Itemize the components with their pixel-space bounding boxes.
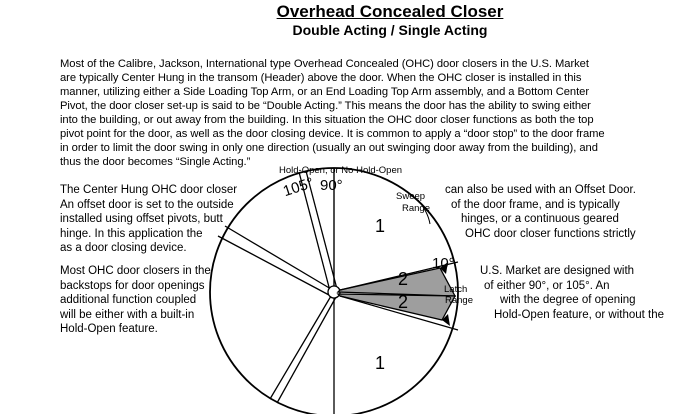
intro-line: Most of the Calibre, Jackson, International type Overhead Concealed (OHC) door closers in the U.S. Market [60, 58, 589, 70]
latch-label-line2: Range [445, 295, 473, 306]
right-line: U.S. Market are designed with [480, 265, 635, 277]
left-line: hinge. In this application the [60, 227, 203, 240]
zone-latch-bottom: 2 [398, 292, 409, 312]
page-subtitle: Double Acting / Single Acting [292, 22, 488, 38]
left-line: installed using offset pivots, butt [60, 213, 223, 226]
left-line: backstops for door openings [60, 279, 205, 292]
sweep-label-line2: Range [402, 203, 430, 214]
right-line: of the door frame, and is typically [451, 198, 620, 211]
latch-label-line1: Latch [444, 284, 468, 295]
zone-sweep-bottom: 1 [375, 353, 386, 373]
left-line: as a door closing device. [60, 242, 187, 255]
left-line: Most OHC door closers in the [60, 265, 211, 277]
right-line: hinges, or a continuous geared [461, 213, 619, 226]
angle-90-label: 90° [320, 177, 343, 194]
right-line: Hold-Open feature, or without the [494, 308, 665, 321]
intro-line: into the building, or out away from the building. In this situation the OHC door closer functions as both the top [60, 114, 594, 126]
intro-line: in order to limit the door swing in only one direction (usually an out swinging door away from the building), and [60, 142, 598, 154]
left-line: The Center Hung OHC door closer [60, 184, 238, 196]
sweep-label-line1: Sweep [396, 191, 426, 202]
left-line: An offset door is set to the outside [60, 198, 234, 211]
intro-line: thus the door becomes “Single Acting.” [60, 156, 251, 168]
right-line: with the degree of opening [500, 294, 636, 307]
door-left-upper-b [218, 236, 329, 295]
angle-105-label: 105° [281, 174, 316, 201]
intro-line: are typically Center Hung in the transom (Header) above the door. When the OHC closer is installed in this [60, 72, 582, 84]
latch-wedge-upper [338, 268, 455, 296]
hold-open-label: Hold-Open, or No Hold-Open [279, 165, 403, 176]
zone-sweep-top: 1 [375, 216, 386, 236]
intro-line: pivot point for the door, as well as the door closing device. It is common to apply a “door stop” to the door frame [60, 128, 605, 140]
left-line: additional function coupled [60, 294, 197, 307]
intro-line: Pivot, the door closer set-up is said to be “Double Acting.” This means the door has the ability to swing either [60, 100, 591, 112]
left-line: will be either with a built-in [60, 308, 195, 321]
right-line: OHC door closer functions strictly [465, 227, 636, 240]
zone-latch-top: 2 [398, 269, 409, 289]
intro-line: manner, utilizing either a Side Loading Top Arm, or an End Loading Top Arm assembly, and a Bottom Center [60, 86, 590, 98]
door-lower-a [270, 296, 331, 399]
door-lower-b [277, 297, 336, 403]
latch-wedge-lower [338, 294, 455, 320]
right-line: of either 90°, or 105°. An [484, 279, 610, 292]
left-line: Hold-Open feature. [60, 323, 158, 336]
right-line: can also be used with an Offset Door. [445, 184, 636, 196]
page-title: Overhead Concealed Closer [276, 2, 504, 21]
angle-10-label: 10° [432, 255, 455, 272]
